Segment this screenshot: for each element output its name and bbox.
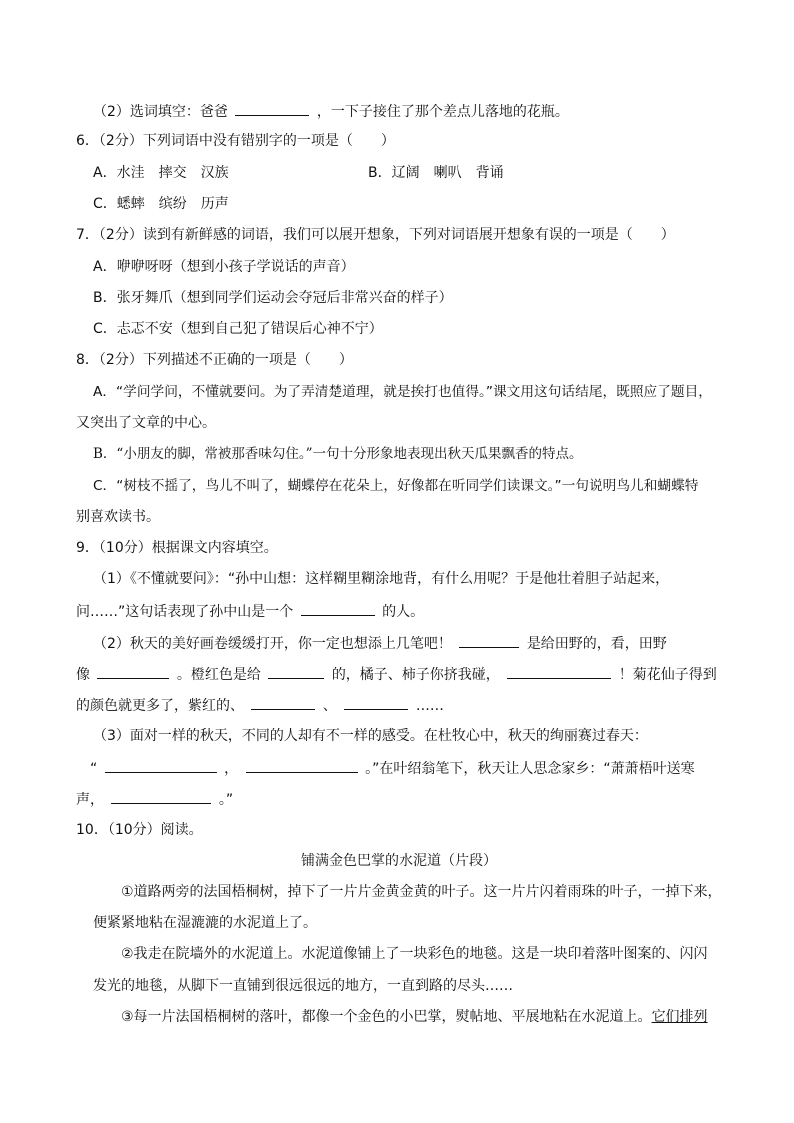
q9-s1-line2 (76, 600, 424, 622)
q5-sub2-post: ，一下子接住了那个差点儿落地的花瓶。 (316, 104, 569, 120)
q9-s2-line2 (76, 663, 717, 685)
q9-s2-line1 (93, 632, 667, 654)
q9-s2-l1-post: 是给田野的，看，田野 (526, 636, 667, 652)
q8-option-a-line1: A．“学问学问，不懂就要问。为了弄清楚道理，就是挨打也值得。”课文用这句话结尾，既照应了题目， (93, 384, 712, 400)
q8-option-c-line1: C．“树枝不摇了，鸟儿不叫了，蝴蝶停在花朵上，好像都在听同学们读课文。”一句说明鸟儿和蝴蝶特 (93, 478, 699, 494)
q9-s1-line1: （1）《不懂就要问》：“孙中山想：这样糊里糊涂地背，有什么用呢？于是他壮着胆子站起来， (93, 571, 670, 587)
q9-s3-l2-b: ， (224, 761, 239, 777)
q7-option-c: C．忐忑不安（想到自己犯了错误后心神不宁） (93, 321, 383, 337)
q10-p2-line2: 发光的地毯，从脚下一直铺到很远很远的地方，一直到路的尽头…… (93, 978, 513, 994)
q9-s3-blank-1[interactable] (105, 757, 217, 773)
q9-s3-blank-3[interactable] (111, 788, 211, 804)
q9-s3-l3-a: 声， (76, 792, 104, 808)
q9-s3-line1: （3）面对一样的秋天，不同的人却有不一样的感受。在杜牧心中，秋天的绚丽赛过春天： (93, 728, 648, 744)
q7-stem: 7．（2分）读到有新鲜感的词语，我们可以展开想象，下列对词语展开想象有误的一项是（ ） (76, 227, 675, 243)
q9-s2-blank-4[interactable] (507, 663, 611, 679)
q9-s2-l3-c: …… (415, 698, 444, 714)
q9-s2-line3 (76, 694, 444, 716)
q9-s3-l3-b: 。” (218, 792, 234, 808)
q6-stem: 6．（2分）下列词语中没有错别字的一项是（ ） (76, 133, 395, 149)
q9-s2-blank-1[interactable] (459, 632, 519, 648)
q9-s1-post: 的人。 (382, 604, 425, 620)
q10-p3-line1 (121, 1007, 708, 1027)
q8-stem: 8．（2分）下列描述不正确的一项是（ ） (76, 352, 353, 368)
q6-option-b: B．辽阔 喇叭 背诵 (368, 165, 504, 181)
q10-p1-line2: 便紧紧地粘在湿漉漉的水泥道上了。 (93, 915, 317, 931)
q10-p3-text: ③每一片法国梧桐树的落叶，都像一个金色的小巴掌，熨帖地、平展地粘在水泥道上。 (121, 1009, 652, 1025)
q7-option-a: A．咿咿呀呀（想到小孩子学说话的声音） (93, 259, 355, 275)
q9-s3-line3 (76, 788, 233, 810)
q9-s2-l2-d: ！菊花仙子得到 (618, 667, 717, 683)
q9-s2-l2-c: 的，橘子、柿子你挤我碰， (331, 667, 500, 683)
q9-s2-l3-b: 、 (322, 698, 337, 714)
q9-s2-l3-a: 的颜色就更多了，紫红的、 (76, 698, 244, 714)
q9-stem: 9．（10分）根据课文内容填空。 (76, 540, 278, 556)
q9-s3-line2 (90, 757, 695, 779)
q9-s3-l2-c: 。”在叶绍翁笔下，秋天让人思念家乡：“萧萧梧叶送寒 (365, 761, 695, 777)
q9-s2-blank-3[interactable] (268, 663, 324, 679)
q6-option-a: A．水洼 摔交 汉族 (93, 165, 229, 181)
q9-s2-blank-2[interactable] (97, 663, 169, 679)
q9-s3-blank-2[interactable] (246, 757, 358, 773)
q9-s2-l2-a: 像 (76, 667, 90, 683)
q8-option-a-line2: 又突出了文章的中心。 (76, 415, 216, 431)
q9-s2-blank-6[interactable] (344, 694, 408, 710)
q8-option-c-line2: 别喜欢读书。 (76, 509, 160, 525)
q9-s2-l1-pre: （2）秋天的美好画卷缓缓打开，你一定也想添上几笔吧！ (93, 636, 452, 652)
q9-s3-l2-a: “ (90, 761, 98, 777)
q5-sub2-line (93, 100, 569, 122)
q8-option-b: B．“小朋友的脚，常被那香味勾住。”一句十分形象地表现出秋天瓜果飘香的特点。 (93, 446, 583, 462)
q5-sub2-pre: （2）选词填空：爸爸 (93, 104, 228, 120)
q10-p2-line1: ②我走在院墙外的水泥道上。水泥道像铺上了一块彩色的地毯。这是一块印着落叶图案的、闪闪 (121, 946, 708, 962)
q6-option-c: C．蟋蟀 缤纷 历声 (93, 196, 229, 212)
q10-passage-title: 铺满金色巴掌的水泥道（片段） (301, 853, 497, 869)
q9-s2-blank-5[interactable] (251, 694, 315, 710)
q5-sub2-blank[interactable] (235, 100, 309, 116)
q9-s2-l2-b: 。橙红色是给 (176, 667, 261, 683)
q10-p3-underlined: 它们排列 (651, 1009, 708, 1025)
q9-s1-pre: 问……”这句话表现了孙中山是一个 (76, 604, 294, 620)
q7-option-b: B．张牙舞爪（想到同学们运动会夺冠后非常兴奋的样子） (93, 290, 453, 306)
q10-p1-line1: ①道路两旁的法国梧桐树，掉下了一片片金黄金黄的叶子。这一片片闪着雨珠的叶子，一掉下来， (121, 884, 722, 900)
q9-s1-blank[interactable] (301, 600, 375, 616)
q10-stem: 10．（10分）阅读。 (76, 822, 203, 838)
